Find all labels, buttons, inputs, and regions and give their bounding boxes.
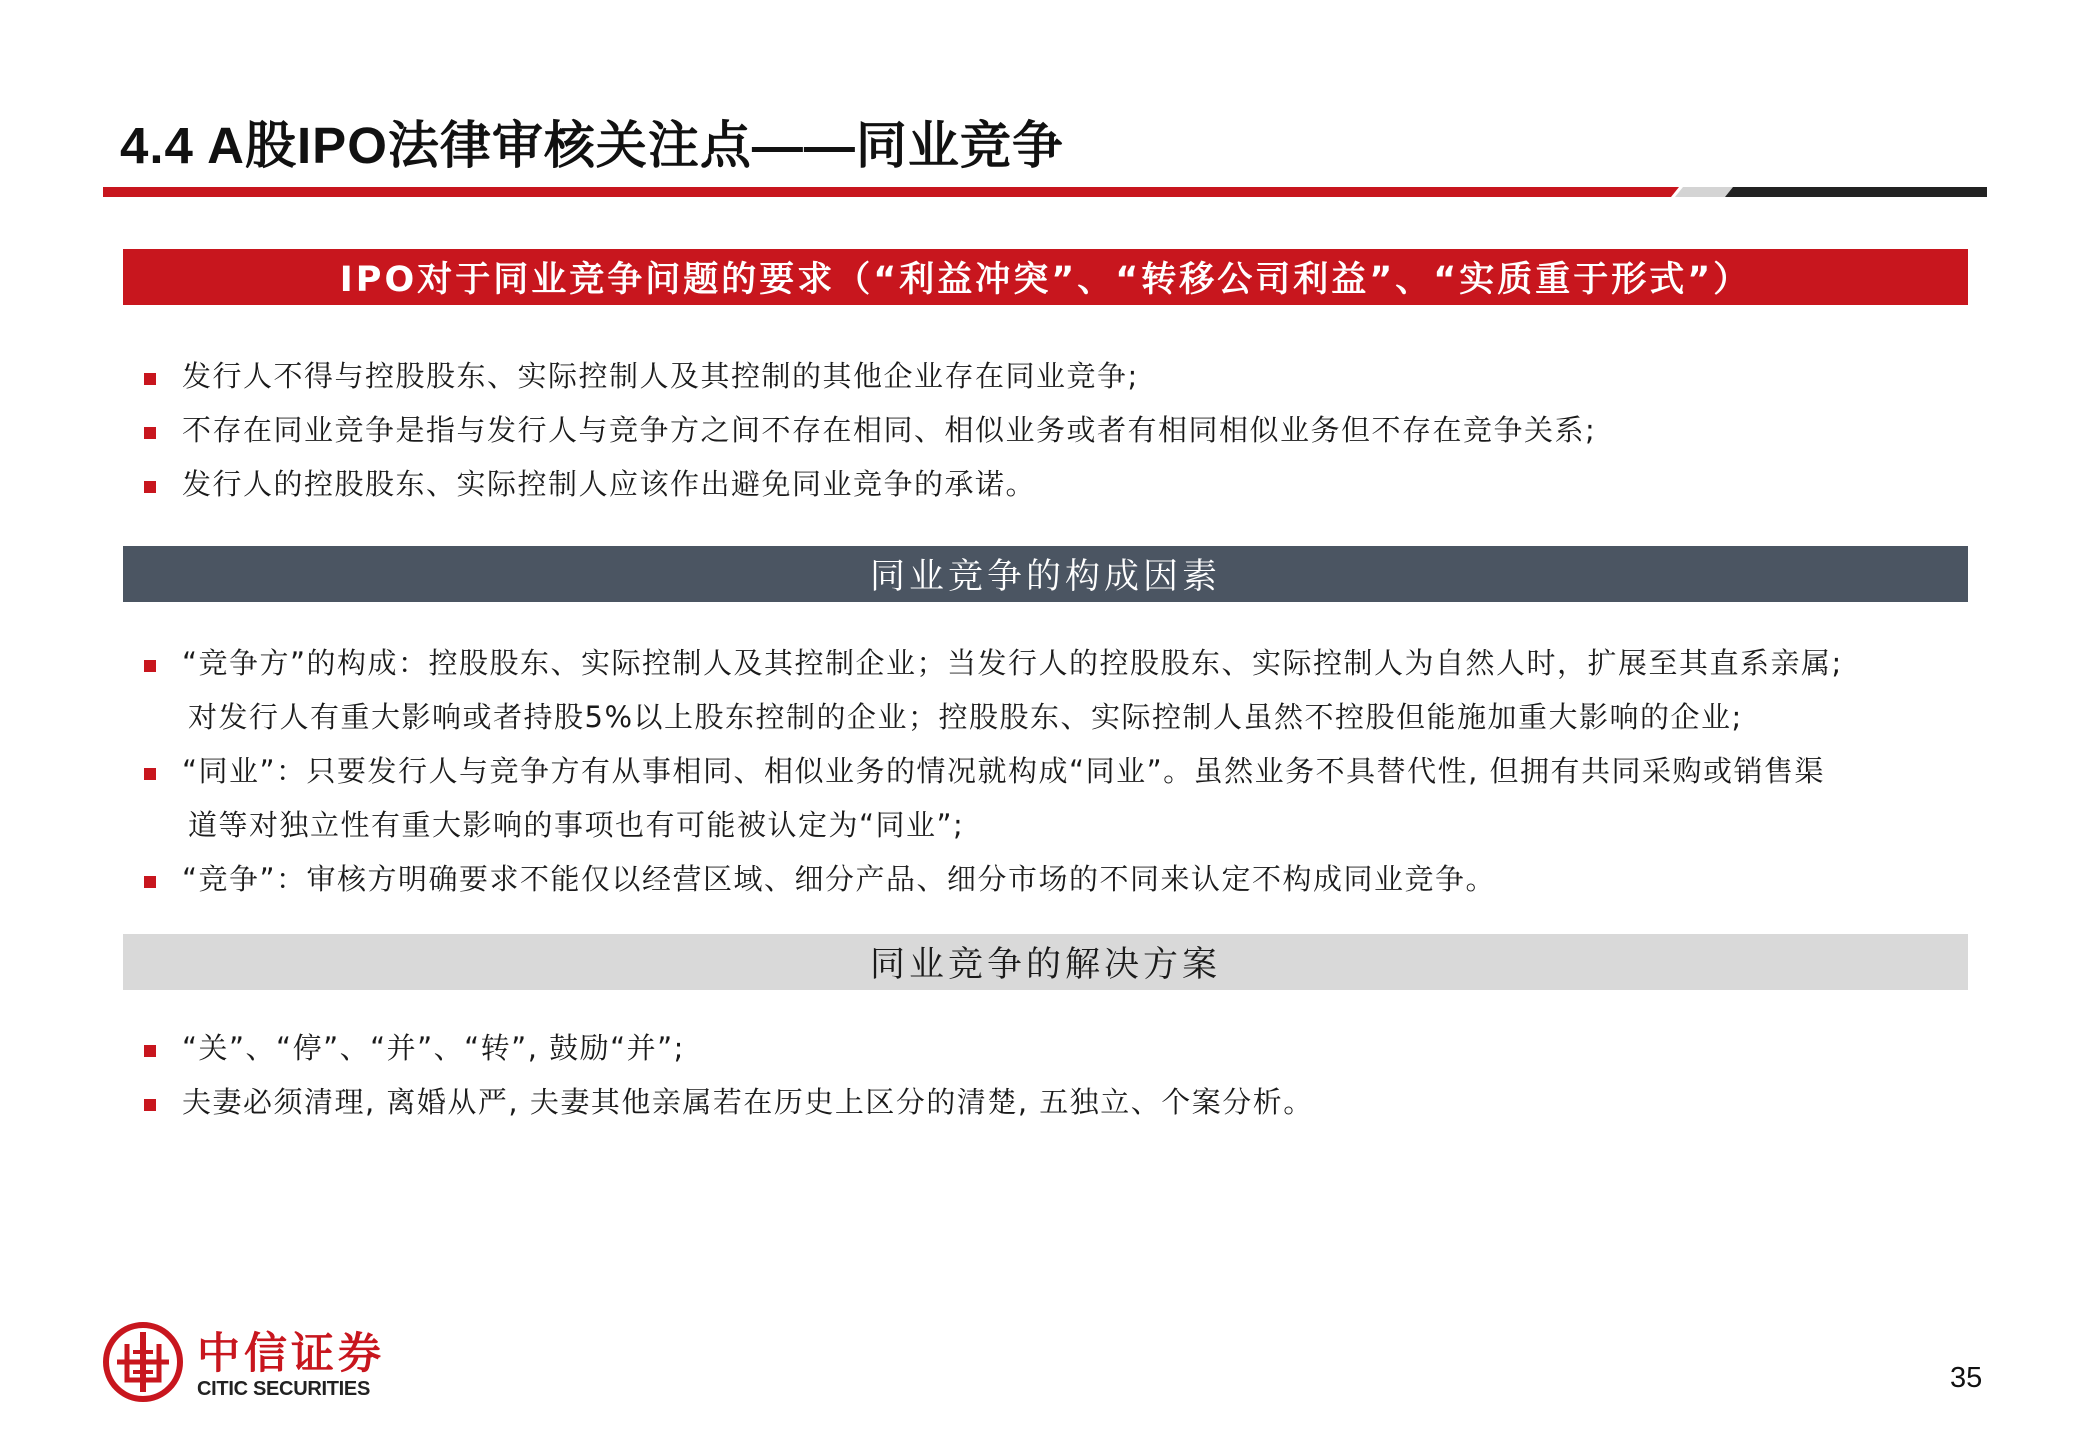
list-item-text: 夫妻必须清理, 离婚从严, 夫妻其他亲属若在历史上区分的清楚, 五独立、个案分析。 [182, 1085, 1314, 1119]
list-item-text: “竞争方”的构成：控股股东、实际控制人及其控制企业；当发行人的控股股东、实际控制人为自然人时，扩展至其直系亲属; [182, 646, 1843, 680]
list-item-continuation: 道等对独立性有重大影响的事项也有可能被认定为“同业”; [188, 808, 965, 842]
logo-name-en: CITIC SECURITIES [197, 1378, 370, 1400]
list-item-text: “同业”：只要发行人与竞争方有从事相同、相似业务的情况就构成“同业”。虽然业务不具替代性, 但拥有共同采购或销售渠 [182, 754, 1826, 788]
list-item [140, 636, 1970, 744]
title-divider [103, 187, 1987, 197]
bullet-square-icon [144, 876, 156, 888]
list-item-text: “关”、“停”、“并”、“转”, 鼓励“并”; [182, 1031, 685, 1065]
bullet-square-icon [144, 660, 156, 672]
citic-logo [103, 1322, 403, 1408]
slide-title: 4.4 A股IPO法律审核关注点——同业竞争 [120, 117, 1064, 174]
list-item-text: “竞争”：审核方明确要求不能仅以经营区域、细分产品、细分市场的不同来认定不构成同业竞争。 [182, 862, 1497, 896]
bullet-square-icon [144, 427, 156, 439]
list-item [140, 1021, 1970, 1075]
section-header-solutions: 同业竞争的解决方案 [123, 934, 1968, 990]
factors-list [140, 636, 1970, 906]
bullet-square-icon [144, 1045, 156, 1057]
requirements-list [140, 349, 1970, 511]
bullet-square-icon [144, 481, 156, 493]
list-item-text: 不存在同业竞争是指与发行人与竞争方之间不存在相同、相似业务或者有相同相似业务但不存在竞争关系; [182, 413, 1597, 447]
section-header-requirements: IPO对于同业竞争问题的要求（“利益冲突”、“转移公司利益”、“实质重于形式”） [123, 249, 1968, 305]
solutions-list [140, 1021, 1970, 1129]
citic-logo-icon [103, 1322, 183, 1402]
bullet-square-icon [144, 768, 156, 780]
section-header-factors: 同业竞争的构成因素 [123, 546, 1968, 602]
bullet-square-icon [144, 1099, 156, 1111]
list-item [140, 349, 1970, 403]
list-item [140, 457, 1970, 511]
list-item [140, 1075, 1970, 1129]
list-item [140, 852, 1970, 906]
list-item [140, 403, 1970, 457]
page-number: 35 [1950, 1362, 1983, 1394]
logo-name-cn: 中信证券 [197, 1329, 385, 1379]
bullet-square-icon [144, 373, 156, 385]
list-item-continuation: 对发行人有重大影响或者持股5%以上股东控制的企业；控股股东、实际控制人虽然不控股但能施加重大影响的企业; [188, 700, 1743, 734]
list-item-text: 发行人不得与控股股东、实际控制人及其控制的其他企业存在同业竞争; [182, 359, 1139, 393]
list-item [140, 744, 1970, 852]
list-item-text: 发行人的控股股东、实际控制人应该作出避免同业竞争的承诺。 [182, 467, 1037, 501]
